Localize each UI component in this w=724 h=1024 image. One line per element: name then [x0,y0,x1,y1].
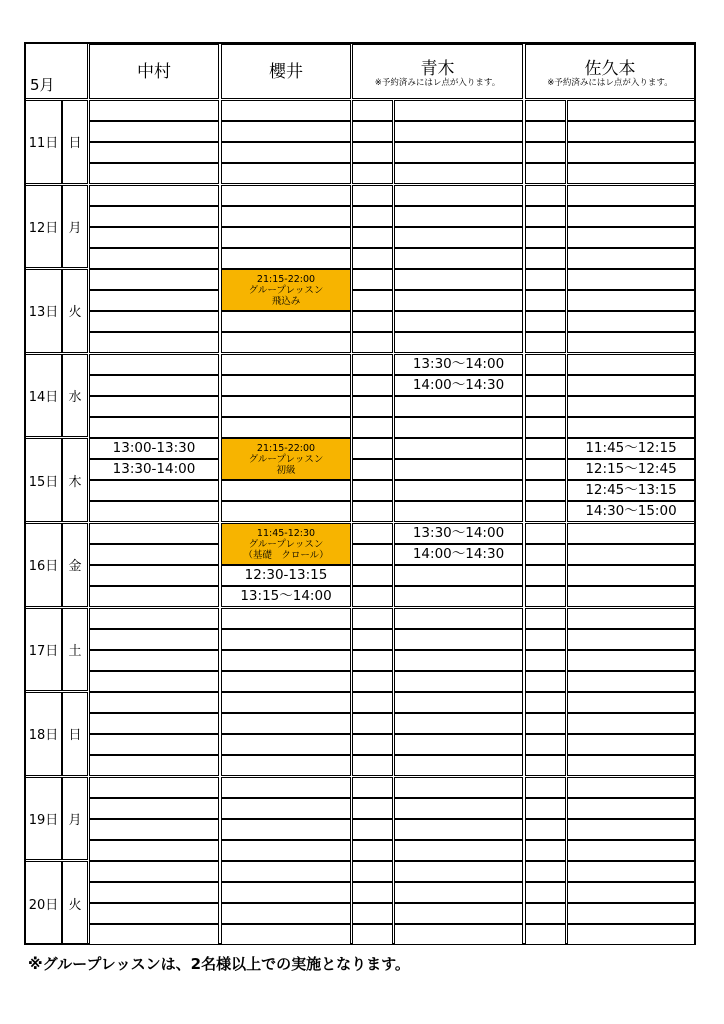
check-box-slot[interactable] [525,544,566,565]
time-slot[interactable] [89,375,219,396]
time-slot[interactable] [567,903,695,924]
check-box-slot[interactable] [525,185,566,206]
time-slot[interactable] [394,692,523,713]
time-slot[interactable] [394,459,523,480]
check-box-slot[interactable] [352,396,393,417]
time-slot[interactable] [394,882,523,903]
column-header-sakurai [221,44,351,99]
day-date: 19日 [26,777,62,861]
time-slot[interactable] [89,523,219,544]
day-date: 13日 [26,269,62,353]
time-slot[interactable] [89,924,219,945]
check-box-slot[interactable] [352,565,393,586]
time-slot[interactable] [221,227,351,248]
group-lesson-block[interactable] [221,523,351,565]
day-date: 12日 [26,185,62,269]
time-slot[interactable] [221,713,351,734]
time-slot[interactable] [89,142,219,163]
check-box-slot[interactable] [525,396,566,417]
time-slot[interactable] [221,861,351,882]
check-box-slot[interactable] [352,671,393,692]
day-date: 11日 [26,100,62,184]
time-slot[interactable] [567,163,695,184]
group-lesson-block[interactable] [221,438,351,480]
check-box-slot[interactable] [352,248,393,269]
check-box-slot[interactable] [525,629,566,650]
check-box-slot[interactable] [352,185,393,206]
time-slot[interactable] [394,269,523,290]
time-slot[interactable] [567,840,695,861]
time-slot[interactable] [89,417,219,438]
time-slot[interactable] [221,501,351,522]
time-slot[interactable] [567,459,695,480]
check-box-slot[interactable] [352,608,393,629]
check-box-slot[interactable] [525,269,566,290]
day-date: 18日 [26,692,62,776]
check-box-slot[interactable] [352,206,393,227]
check-box-slot[interactable] [352,861,393,882]
time-slot[interactable] [567,650,695,671]
time-slot[interactable] [567,480,695,501]
time-slot[interactable] [394,163,523,184]
check-box-slot[interactable] [525,290,566,311]
time-slot[interactable] [567,713,695,734]
time-slot[interactable] [567,924,695,945]
time-slot[interactable] [89,480,219,501]
day-weekday: 火 [62,269,88,353]
time-slot[interactable] [89,163,219,184]
time-slot[interactable] [394,290,523,311]
check-box-slot[interactable] [525,755,566,776]
day-weekday: 日 [62,100,88,184]
group-lesson-text: グループレッスン [248,538,324,550]
check-box-slot[interactable] [352,501,393,522]
time-slot[interactable] [221,248,351,269]
time-slot[interactable] [394,501,523,522]
check-box-slot[interactable] [352,121,393,142]
group-lesson-text: 21:15-22:00 [256,273,316,285]
time-slot-label: 14:00～14:30 [412,376,505,393]
time-slot-label: 13:30～14:00 [412,355,505,372]
time-slot-label: 13:30～14:00 [412,525,505,541]
group-lesson-block[interactable] [221,269,351,311]
time-slot[interactable] [567,544,695,565]
time-slot[interactable] [89,100,219,121]
time-slot[interactable] [394,903,523,924]
check-box-slot[interactable] [525,459,566,480]
day-weekday: 木 [62,438,88,522]
time-slot[interactable] [567,375,695,396]
time-slot[interactable] [89,903,219,924]
check-box-slot[interactable] [352,290,393,311]
time-slot[interactable] [89,396,219,417]
time-slot[interactable] [221,882,351,903]
time-slot[interactable] [221,777,351,798]
time-slot[interactable] [394,100,523,121]
time-slot[interactable] [567,777,695,798]
check-box-slot[interactable] [525,671,566,692]
time-slot[interactable] [394,354,523,375]
time-slot[interactable] [221,121,351,142]
time-slot[interactable] [221,185,351,206]
time-slot[interactable] [394,523,523,544]
time-slot[interactable] [394,798,523,819]
time-slot[interactable] [394,417,523,438]
check-box-slot[interactable] [525,840,566,861]
time-slot[interactable] [221,819,351,840]
time-slot[interactable] [567,734,695,755]
time-slot[interactable] [394,332,523,353]
time-slot[interactable] [221,903,351,924]
check-box-slot[interactable] [525,713,566,734]
time-slot[interactable] [567,227,695,248]
day-date: 16日 [26,523,62,607]
check-box-slot[interactable] [525,861,566,882]
check-box-slot[interactable] [525,903,566,924]
time-slot[interactable] [89,650,219,671]
check-box-slot[interactable] [525,121,566,142]
time-slot[interactable] [89,692,219,713]
time-slot[interactable] [394,671,523,692]
time-slot[interactable] [221,798,351,819]
schedule-sheet [24,42,696,945]
time-slot[interactable] [89,565,219,586]
group-lesson-text: グループレッスン [248,453,324,465]
time-slot[interactable] [567,692,695,713]
time-slot[interactable] [221,163,351,184]
month-label: 5月 [30,76,55,94]
time-slot-label: 13:15～14:00 [240,588,332,604]
time-slot-label: 11:45～12:15 [585,440,677,457]
time-slot[interactable] [221,332,351,353]
group-lesson-text: （基礎 クロール） [243,549,329,561]
check-box-slot[interactable] [525,692,566,713]
time-slot[interactable] [394,819,523,840]
time-slot[interactable] [221,375,351,396]
column-header-sakumoto [525,44,695,99]
group-lesson-text: 21:15-22:00 [256,442,316,454]
check-box-slot[interactable] [525,311,566,332]
time-slot[interactable] [394,248,523,269]
check-box-slot[interactable] [525,819,566,840]
check-box-slot[interactable] [352,142,393,163]
check-box-slot[interactable] [352,459,393,480]
time-slot[interactable] [567,417,695,438]
time-slot[interactable] [89,861,219,882]
check-box-slot[interactable] [352,100,393,121]
time-slot-label: 14:00～14:30 [412,546,505,562]
check-box-slot[interactable] [352,163,393,184]
time-slot[interactable] [394,713,523,734]
time-slot[interactable] [89,671,219,692]
time-slot[interactable] [221,206,351,227]
check-box-slot[interactable] [525,650,566,671]
check-box-slot[interactable] [352,629,393,650]
time-slot[interactable] [394,438,523,459]
time-slot[interactable] [567,586,695,607]
time-slot[interactable] [567,882,695,903]
time-slot[interactable] [394,142,523,163]
time-slot[interactable] [567,206,695,227]
time-slot[interactable] [89,227,219,248]
time-slot[interactable] [221,586,351,607]
time-slot[interactable] [567,332,695,353]
check-box-slot[interactable] [352,713,393,734]
time-slot-label: 13:00-13:30 [112,440,196,457]
time-slot[interactable] [567,269,695,290]
month-header [26,44,88,99]
check-box-slot[interactable] [352,438,393,459]
check-box-slot[interactable] [525,248,566,269]
time-slot[interactable] [394,396,523,417]
time-slot[interactable] [89,248,219,269]
check-box-slot[interactable] [352,586,393,607]
time-slot[interactable] [89,438,219,459]
time-slot[interactable] [394,480,523,501]
time-slot[interactable] [567,629,695,650]
time-slot[interactable] [394,840,523,861]
time-slot[interactable] [567,798,695,819]
time-slot[interactable] [221,650,351,671]
check-box-slot[interactable] [352,354,393,375]
check-box-slot[interactable] [525,438,566,459]
time-slot[interactable] [89,332,219,353]
check-box-slot[interactable] [525,734,566,755]
time-slot[interactable] [89,501,219,522]
check-box-slot[interactable] [352,692,393,713]
time-slot[interactable] [221,755,351,776]
time-slot[interactable] [221,608,351,629]
check-box-slot[interactable] [352,375,393,396]
day-weekday: 日 [62,692,88,776]
time-slot[interactable] [89,185,219,206]
time-slot[interactable] [221,840,351,861]
time-slot[interactable] [89,777,219,798]
time-slot[interactable] [89,840,219,861]
check-box-slot[interactable] [352,269,393,290]
time-slot[interactable] [89,586,219,607]
check-box-slot[interactable] [525,777,566,798]
check-box-slot[interactable] [525,417,566,438]
time-slot[interactable] [89,459,219,480]
column-name: 佐久本 [584,58,636,79]
time-slot[interactable] [89,206,219,227]
time-slot[interactable] [394,861,523,882]
time-slot[interactable] [221,565,351,586]
check-box-slot[interactable] [352,311,393,332]
time-slot-label: 12:30-13:15 [244,567,328,583]
day-date: 14日 [26,354,62,438]
time-slot[interactable] [89,290,219,311]
time-slot[interactable] [89,713,219,734]
time-slot[interactable] [89,629,219,650]
time-slot[interactable] [89,269,219,290]
check-box-slot[interactable] [352,523,393,544]
check-box-slot[interactable] [352,417,393,438]
check-box-slot[interactable] [525,163,566,184]
column-note: ※予約済みにはレ点が入ります。 [547,77,673,88]
check-box-slot[interactable] [352,734,393,755]
column-name: 青木 [420,58,455,79]
check-box-slot[interactable] [525,375,566,396]
day-date: 17日 [26,608,62,692]
check-box-slot[interactable] [352,798,393,819]
check-box-slot[interactable] [525,565,566,586]
day-weekday: 月 [62,185,88,269]
column-name: 櫻井 [269,61,303,82]
time-slot[interactable] [567,819,695,840]
check-box-slot[interactable] [352,544,393,565]
day-date: 20日 [26,861,62,945]
day-weekday: 水 [62,354,88,438]
time-slot[interactable] [394,924,523,945]
day-weekday: 月 [62,777,88,861]
time-slot[interactable] [567,671,695,692]
check-box-slot[interactable] [525,227,566,248]
time-slot[interactable] [89,819,219,840]
check-box-slot[interactable] [352,924,393,945]
time-slot[interactable] [567,248,695,269]
check-box-slot[interactable] [352,480,393,501]
check-box-slot[interactable] [525,332,566,353]
column-header-aoki [352,44,523,99]
time-slot[interactable] [221,480,351,501]
check-box-slot[interactable] [525,798,566,819]
time-slot[interactable] [394,629,523,650]
column-header-nakamura [89,44,219,99]
time-slot[interactable] [394,206,523,227]
check-box-slot[interactable] [352,840,393,861]
time-slot[interactable] [567,354,695,375]
check-box-slot[interactable] [352,650,393,671]
time-slot[interactable] [221,629,351,650]
time-slot[interactable] [567,121,695,142]
time-slot[interactable] [221,396,351,417]
check-box-slot[interactable] [525,501,566,522]
time-slot-label: 14:30～15:00 [585,503,677,520]
time-slot[interactable] [567,142,695,163]
time-slot[interactable] [394,586,523,607]
time-slot[interactable] [89,882,219,903]
time-slot[interactable] [394,375,523,396]
time-slot[interactable] [567,396,695,417]
day-date: 15日 [26,438,62,522]
check-box-slot[interactable] [525,586,566,607]
check-box-slot[interactable] [525,523,566,544]
time-slot[interactable] [394,121,523,142]
time-slot[interactable] [221,924,351,945]
time-slot[interactable] [567,290,695,311]
check-box-slot[interactable] [352,227,393,248]
group-lesson-text: 11:45-12:30 [256,527,316,539]
time-slot[interactable] [567,523,695,544]
time-slot[interactable] [394,608,523,629]
day-weekday: 金 [62,523,88,607]
group-lesson-text: 飛込み [271,295,301,307]
time-slot[interactable] [89,608,219,629]
check-box-slot[interactable] [352,777,393,798]
column-name: 中村 [137,61,171,82]
time-slot[interactable] [567,311,695,332]
time-slot[interactable] [394,777,523,798]
time-slot[interactable] [221,311,351,332]
column-note: ※予約済みにはレ点が入ります。 [374,77,501,88]
time-slot[interactable] [221,417,351,438]
time-slot[interactable] [567,100,695,121]
check-box-slot[interactable] [525,354,566,375]
time-slot[interactable] [89,755,219,776]
time-slot[interactable] [394,755,523,776]
time-slot[interactable] [89,311,219,332]
check-box-slot[interactable] [525,608,566,629]
group-lesson-text: グループレッスン [248,284,324,296]
time-slot[interactable] [221,671,351,692]
check-box-slot[interactable] [352,332,393,353]
group-lesson-text: 初級 [276,464,296,476]
time-slot[interactable] [89,544,219,565]
time-slot-label: 13:30-14:00 [112,461,196,478]
time-slot[interactable] [89,354,219,375]
time-slot-label: 12:15～12:45 [585,461,677,478]
time-slot[interactable] [221,100,351,121]
check-box-slot[interactable] [352,755,393,776]
time-slot[interactable] [221,692,351,713]
check-box-slot[interactable] [525,882,566,903]
time-slot[interactable] [567,438,695,459]
time-slot-label: 12:45～13:15 [585,482,677,499]
time-slot[interactable] [89,798,219,819]
time-slot[interactable] [567,755,695,776]
check-box-slot[interactable] [525,206,566,227]
time-slot[interactable] [567,501,695,522]
time-slot[interactable] [394,185,523,206]
time-slot[interactable] [567,565,695,586]
check-box-slot[interactable] [352,819,393,840]
time-slot[interactable] [394,544,523,565]
time-slot[interactable] [89,734,219,755]
time-slot[interactable] [394,734,523,755]
time-slot[interactable] [89,121,219,142]
check-box-slot[interactable] [352,882,393,903]
time-slot[interactable] [567,185,695,206]
time-slot[interactable] [221,354,351,375]
time-slot[interactable] [567,861,695,882]
day-weekday: 火 [62,861,88,945]
footnote: ※グループレッスンは、2名様以上での実施となります。 [28,955,410,973]
day-weekday: 土 [62,608,88,692]
time-slot[interactable] [221,734,351,755]
check-box-slot[interactable] [352,903,393,924]
check-box-slot[interactable] [525,100,566,121]
time-slot[interactable] [221,142,351,163]
time-slot[interactable] [394,311,523,332]
time-slot[interactable] [394,565,523,586]
time-slot[interactable] [394,227,523,248]
check-box-slot[interactable] [525,480,566,501]
time-slot[interactable] [567,608,695,629]
check-box-slot[interactable] [525,142,566,163]
check-box-slot[interactable] [525,924,566,945]
time-slot[interactable] [394,650,523,671]
